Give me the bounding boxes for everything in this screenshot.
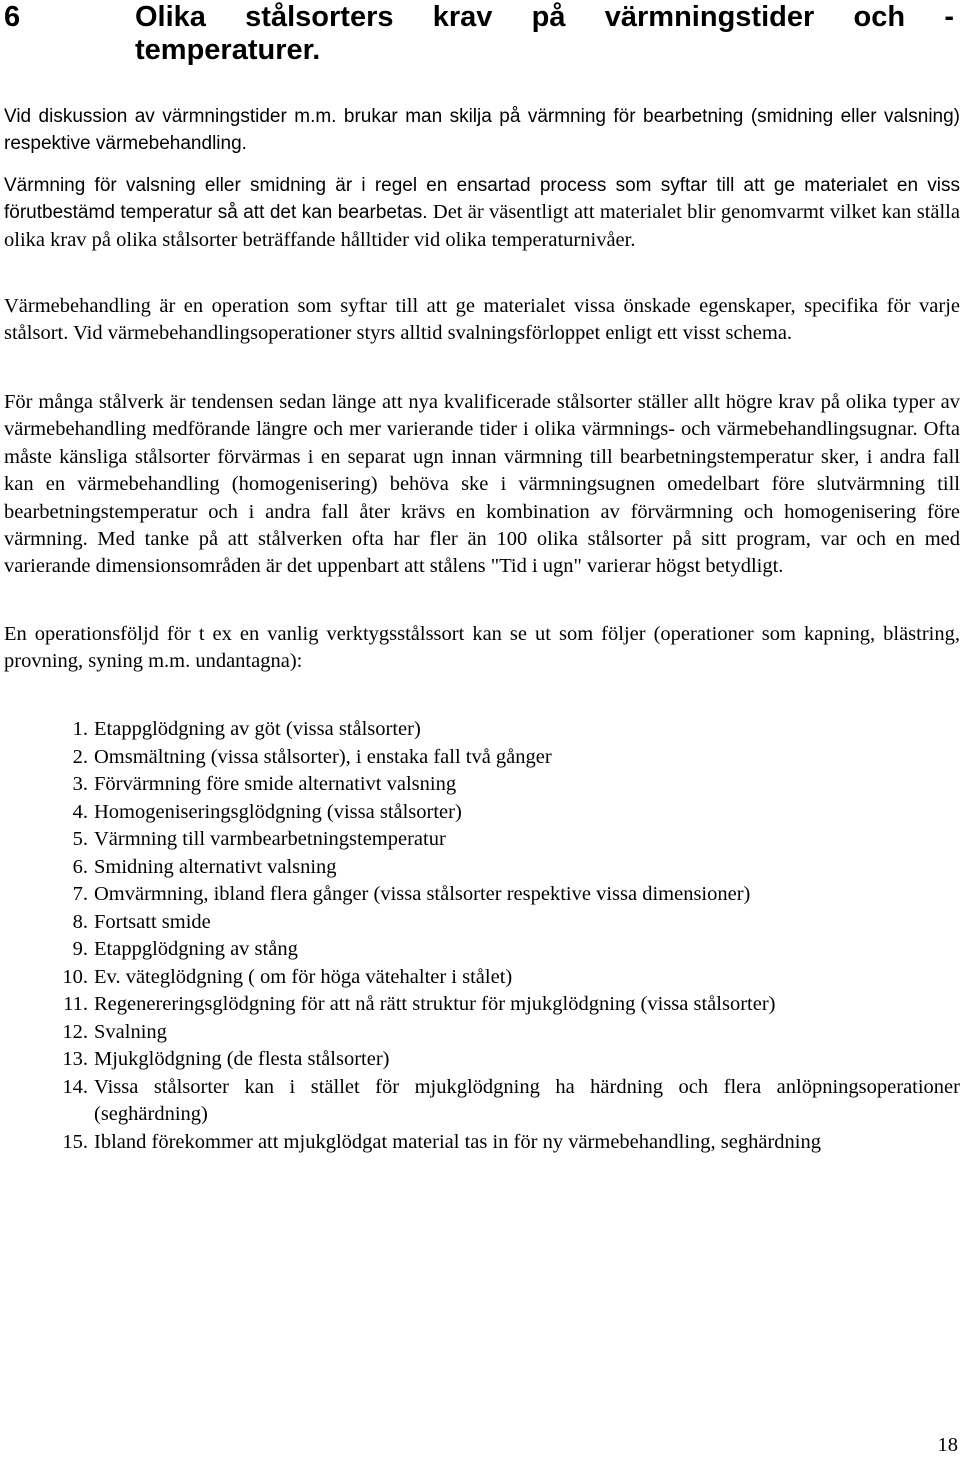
- section-title-line-1: Olika stålsorters krav på värmningstider och -: [135, 1, 954, 33]
- list-item-text: Omsmältning (vissa stålsorter), i enstaka fall två gånger: [94, 745, 552, 768]
- list-item: [52, 1046, 960, 1074]
- paragraph-2: [4, 172, 960, 254]
- list-item-number: 13.: [62, 1048, 88, 1070]
- list-item: [52, 826, 960, 854]
- list-item: [52, 964, 960, 992]
- list-item: [52, 881, 960, 909]
- list-item-number: 15.: [62, 1130, 88, 1153]
- list-item: [52, 909, 960, 937]
- list-item-text: Förvärmning före smide alternativt valsning: [94, 773, 457, 795]
- paragraph-1-text: Vid diskussion av värmningstider m.m. brukar man skilja på värmning för bearbetning (smidning eller valsning) respektive värmebehandling.: [4, 106, 960, 155]
- list-item-text: Homogeniseringsglödgning (vissa stålsorter): [94, 800, 462, 823]
- paragraph-4: [4, 389, 960, 581]
- list-item-text: Ibland förekommer att mjukglödgat material tas in för ny värmebehandling, seghärdning: [94, 1130, 821, 1153]
- paragraph-5: [4, 621, 960, 676]
- paragraph-1: [4, 103, 960, 158]
- list-item: [52, 936, 960, 964]
- page-number: 18: [937, 1434, 958, 1456]
- list-item: [52, 854, 960, 882]
- list-item-text: Värmning till varmbearbetningstemperatur: [94, 828, 446, 850]
- paragraph-4-text: För många stålverk är tendensen sedan länge att nya kvalificerade stålsorter ställer allt högre krav på olika typer av värmebehandling medförande längre och mer varierande tider i olika värmnings- och värmebehandlingsugnar. Ofta måste känsliga stålsorter förvärmas i en separat ugn innan värmning till bearbetningstemperatur sker, i andra fall kan en värmebehandling (homogenisering) behöva ske i värmningsugnen omedelbart före slutvärmning till bearbetningstemperatur och i andra fall åter krävs en kombination av förvärmning och homogenisering före värmning. Med tanke på att stålverken ofta har fler än 100 olika stålsorter på sitt program, var och en med varierande dimensionsområden är det uppenbart att stålens "Tid i ugn" varierar högst betydligt.: [4, 391, 960, 578]
- list-item: [52, 1019, 960, 1047]
- list-item-number: 8.: [72, 910, 88, 933]
- list-item-text: Svalning: [94, 1020, 167, 1043]
- paragraph-2-serif-text: Det är väsentligt att materialet blir genomvarmt vilket kan ställa olika krav på olika stålsorter beträffande hålltider vid olika temperaturnivåer.: [4, 201, 960, 251]
- list-item: [52, 799, 960, 827]
- operation-list: [52, 716, 960, 1156]
- list-item-number: 12.: [62, 1020, 88, 1043]
- list-item-number: 2.: [72, 745, 88, 768]
- list-item: [52, 744, 960, 772]
- list-item-number: 3.: [72, 773, 88, 795]
- list-item-text: Etappglödgning av stång: [94, 938, 298, 960]
- list-item-number: 4.: [72, 800, 88, 823]
- list-item: [52, 716, 960, 744]
- list-item-number: 14.: [62, 1075, 88, 1098]
- list-item: [52, 771, 960, 799]
- section-number: 6: [4, 1, 21, 33]
- list-item: [52, 1129, 960, 1157]
- paragraph-3-text: Värmebehandling är en operation som syftar till att ge materialet vissa önskade egenskaper, specifika för varje stålsort. Vid värmebehandlingsoperationer styrs alltid svalningsförloppet enligt ett visst schema.: [4, 295, 960, 345]
- list-item-number: 5.: [72, 828, 88, 850]
- list-item-text: Etappglödgning av göt (vissa stålsorter): [94, 718, 421, 740]
- list-item-number: 6.: [72, 855, 88, 878]
- list-item-text: Vissa stålsorter kan i stället för mjukglödgning ha härdning och flera anlöpningsoperationer (seghärdning): [94, 1075, 960, 1125]
- list-item-number: 11.: [63, 993, 88, 1015]
- paragraph-2-sans-text: Värmning för valsning eller smidning är i regel en ensartad process som syftar till att ge materialet en viss förutbestämd temperatur så att det kan bearbetas.: [4, 175, 960, 224]
- paragraph-5-text: En operationsföljd för t ex en vanlig verktygsstålssort kan se ut som följer (operationer som kapning, blästring, provning, syning m.m. undantagna):: [4, 623, 960, 673]
- list-item-text: Ev. väteglödgning ( om för höga vätehalter i stålet): [94, 965, 513, 988]
- list-item-number: 10.: [62, 965, 88, 988]
- list-item-text: Omvärmning, ibland flera gånger (vissa stålsorter respektive vissa dimensioner): [94, 883, 751, 905]
- list-item-text: Smidning alternativt valsning: [94, 855, 337, 878]
- list-item-text: Regenereringsglödgning för att nå rätt struktur för mjukglödgning (vissa stålsorter): [94, 993, 776, 1015]
- list-item: [52, 991, 960, 1019]
- list-item-number: 9.: [72, 938, 88, 960]
- paragraph-3: [4, 293, 960, 348]
- section-title-line-2: temperaturer.: [135, 34, 321, 66]
- list-item: [52, 1074, 960, 1129]
- list-item-text: Fortsatt smide: [94, 910, 211, 933]
- list-item-text: Mjukglödgning (de flesta stålsorter): [94, 1048, 390, 1070]
- list-item-number: 1.: [72, 718, 88, 740]
- list-item-number: 7.: [72, 883, 88, 905]
